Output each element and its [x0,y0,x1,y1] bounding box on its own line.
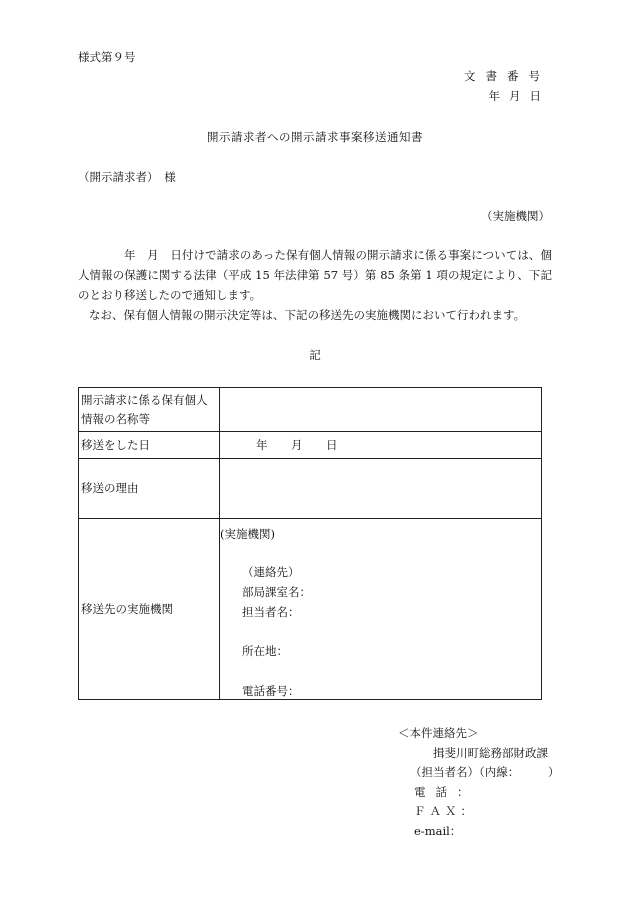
destination-phone: 電話番号： [242,684,300,698]
destination-contact-heading: （連絡先） [242,565,300,579]
row-value-transfer-date: 年 月 日 [220,432,542,459]
body-paragraph-1: 年 月 日付けで請求のあった保有個人情報の開示請求に係る事案については、個人情報の保護に関する法律（平成 15 年法律第 57 号）第 85 条第 1 項の規定により、下記のとおり移送したので通知します。 [78,248,552,302]
row-value-destination [220,519,542,700]
row-label-transfer-reason: 移送の理由 [79,459,220,519]
recipient-line: （開示請求者） 様 [78,170,176,184]
document-title: 開示請求者への開示請求事案移送通知書 [207,130,423,144]
body-paragraph-2: なお、保有個人情報の開示決定等は、下記の移送先の実施機関において行われます。 [89,308,526,322]
contact-person-line: （担当者名）（内線： ） [410,765,560,779]
row-label-transfer-date: 移送をした日 [79,432,220,459]
contact-phone-colon: ： [457,784,469,799]
contact-phone-label: 電話 [414,784,457,799]
issuing-institution: （実施機関） [481,209,550,223]
form-number: 様式第９号 [78,50,136,64]
body-text [78,245,552,325]
destination-department: 部局課室名： [242,585,311,599]
contact-fax-colon: ： [460,804,472,818]
table-row [79,432,542,459]
ki-heading: 記 [309,348,321,362]
contact-heading: ＜本件連絡先＞ [398,726,479,740]
document-number-label: 文書番号 [464,69,550,83]
row-label-destination: 移送先の実施機関 [79,519,220,700]
transfer-details-table [78,387,542,700]
contact-fax-label: ＦＡＸ [414,804,461,818]
destination-person: 担当者名： [242,605,300,619]
contact-department: 揖斐川町総務部財政課 [433,745,548,760]
table-row [79,459,542,519]
table-row [79,519,542,700]
destination-address: 所在地： [242,644,288,658]
row-value-information-name [220,388,542,432]
contact-phone [398,783,560,803]
row-label-information-name: 開示請求に係る保有個人情報の名称等 [79,388,220,432]
table-row [79,388,542,432]
destination-institution: (実施機関) [220,527,275,541]
row-value-transfer-reason [220,459,542,519]
contact-fax [398,802,560,822]
contact-block [398,724,560,841]
contact-email: e-mail： [414,823,462,838]
document-date-label: 年月日 [488,89,550,103]
